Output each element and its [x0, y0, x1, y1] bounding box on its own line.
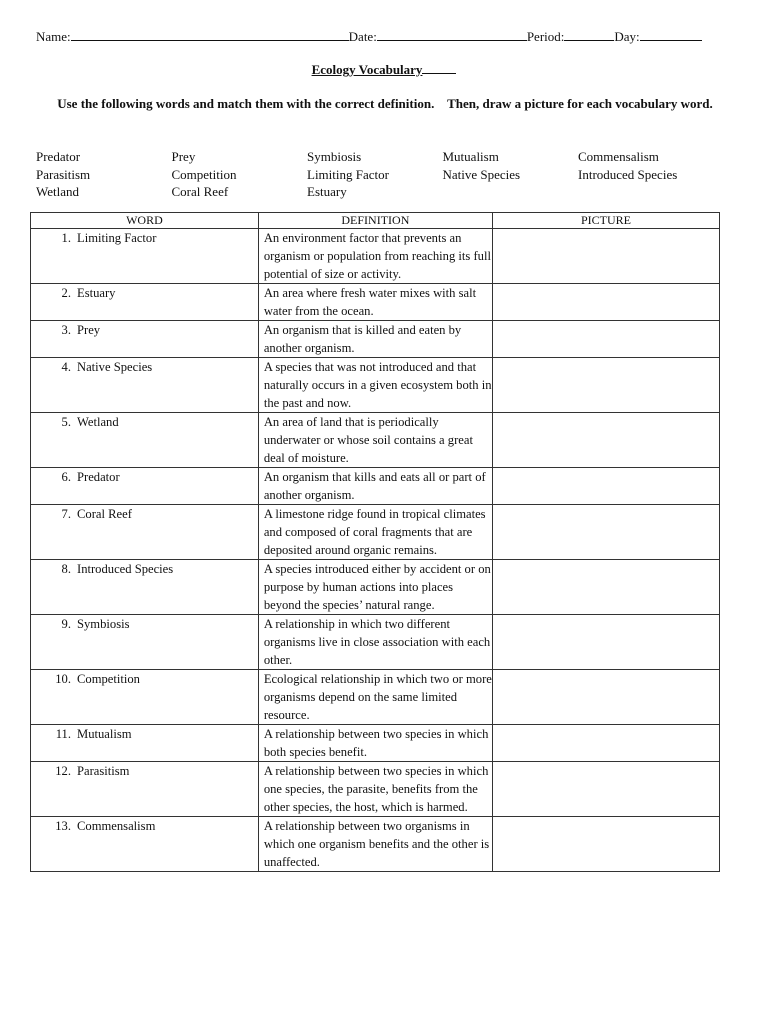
word-cell — [31, 560, 259, 615]
table-row — [31, 505, 720, 560]
table-row — [31, 468, 720, 505]
word-cell — [31, 505, 259, 560]
row-number: 4. — [61, 360, 71, 374]
word-bank-item: Limiting Factor — [307, 166, 389, 182]
student-info-line — [36, 28, 716, 45]
instructions: Use the following words and match them with the correct definition. Then, draw a picture for each vocabulary word. — [57, 96, 713, 111]
word-cell — [31, 229, 259, 284]
vocab-word: Introduced Species — [77, 562, 174, 576]
picture-cell[interactable] — [492, 229, 719, 284]
word-bank-item: Coral Reef — [171, 184, 229, 199]
table-row — [31, 358, 720, 413]
word-cell — [31, 321, 259, 358]
table-row — [31, 817, 720, 872]
page-title — [0, 61, 768, 78]
definition-cell: A relationship between two species in which one species, the parasite, benefits from the other species, the host, which is harmed. — [258, 762, 492, 817]
word-bank-item: Native Species — [442, 166, 521, 182]
row-number: 10. — [55, 672, 71, 686]
word-cell — [31, 762, 259, 817]
picture-cell[interactable] — [492, 505, 719, 560]
row-number: 12. — [55, 764, 71, 778]
day-label: Day: — [614, 29, 640, 44]
row-number: 7. — [61, 507, 71, 521]
picture-cell[interactable] — [492, 725, 719, 762]
word-cell — [31, 358, 259, 413]
definition-cell: A species introduced either by accident or on purpose by human actions into places beyond the species’ natural range. — [258, 560, 492, 615]
table-row — [31, 413, 720, 468]
word-cell — [31, 615, 259, 670]
definition-cell: A relationship in which two different organisms live in close association with each other. — [258, 615, 492, 670]
vocab-word: Predator — [77, 470, 120, 484]
word-bank-item: Commensalism — [578, 149, 659, 164]
table-row — [31, 615, 720, 670]
word-cell — [31, 725, 259, 762]
word-bank-item: Competition — [171, 166, 237, 182]
definition-cell: An organism that is killed and eaten by another organism. — [258, 321, 492, 358]
word-bank-item: Wetland — [36, 184, 79, 199]
word-cell — [31, 817, 259, 872]
table-row — [31, 762, 720, 817]
word-bank — [36, 148, 736, 201]
name-blank[interactable] — [71, 28, 349, 41]
word-cell — [31, 468, 259, 505]
word-bank-item — [443, 183, 579, 201]
row-number: 5. — [61, 415, 71, 429]
definition-cell: An organism that kills and eats all or part of another organism. — [258, 468, 492, 505]
word-bank-item — [578, 183, 714, 201]
period-blank[interactable] — [564, 28, 614, 41]
row-number: 1. — [61, 231, 71, 245]
date-label: Date: — [348, 29, 377, 44]
word-bank-row — [36, 148, 736, 166]
definition-cell: An area where fresh water mixes with salt water from the ocean. — [258, 284, 492, 321]
definition-cell: Ecological relationship in which two or more organisms depend on the same limited resource. — [258, 670, 492, 725]
vocab-word: Coral Reef — [77, 507, 132, 521]
vocab-word: Commensalism — [77, 819, 156, 833]
word-bank-row — [36, 166, 736, 184]
row-number: 11. — [55, 727, 71, 741]
header-picture: PICTURE — [492, 213, 719, 229]
picture-cell[interactable] — [492, 560, 719, 615]
word-bank-item: Parasitism — [36, 166, 91, 182]
row-number: 9. — [61, 617, 71, 631]
word-bank-item: Introduced Species — [578, 166, 678, 182]
table-row — [31, 725, 720, 762]
definition-cell: A species that was not introduced and that naturally occurs in a given ecosystem both in the past and now. — [258, 358, 492, 413]
name-label: Name: — [36, 29, 71, 44]
word-bank-item: Predator — [36, 149, 81, 164]
definition-cell: A limestone ridge found in tropical climates and composed of coral fragments that are deposited around organic remains. — [258, 505, 492, 560]
definition-cell: An area of land that is periodically underwater or whose soil contains a great deal of moisture. — [258, 413, 492, 468]
picture-cell[interactable] — [492, 817, 719, 872]
word-bank-item: Estuary — [307, 184, 347, 199]
day-blank[interactable] — [640, 28, 702, 41]
period-label: Period: — [526, 29, 565, 44]
row-number: 3. — [61, 323, 71, 337]
vocab-word: Prey — [77, 323, 101, 337]
picture-cell[interactable] — [492, 413, 719, 468]
row-number: 8. — [61, 562, 71, 576]
row-number: 2. — [61, 286, 71, 300]
vocab-word: Parasitism — [77, 764, 130, 778]
vocab-word: Wetland — [77, 415, 119, 429]
vocabulary-table — [30, 212, 720, 872]
table-row — [31, 321, 720, 358]
title-text: Ecology Vocabulary — [311, 62, 423, 77]
word-cell — [31, 284, 259, 321]
row-number: 13. — [55, 819, 71, 833]
word-cell — [31, 670, 259, 725]
definition-cell: A relationship between two species in which both species benefit. — [258, 725, 492, 762]
word-cell — [31, 413, 259, 468]
picture-cell[interactable] — [492, 468, 719, 505]
vocab-word: Limiting Factor — [77, 231, 157, 245]
vocab-word: Symbiosis — [77, 617, 130, 631]
definition-cell: An environment factor that prevents an organism or population from reaching its full potential of size or activity. — [258, 229, 492, 284]
vocab-word: Estuary — [77, 286, 116, 300]
picture-cell[interactable] — [492, 284, 719, 321]
vocab-word: Competition — [77, 672, 140, 686]
table-row — [31, 229, 720, 284]
vocab-word: Native Species — [77, 360, 153, 374]
word-bank-item: Mutualism — [442, 149, 499, 164]
word-bank-item: Prey — [171, 149, 196, 164]
date-blank[interactable] — [377, 28, 527, 41]
word-bank-item: Symbiosis — [307, 149, 362, 164]
header-word: WORD — [31, 213, 259, 229]
table-row — [31, 560, 720, 615]
definition-cell: A relationship between two organisms in which one organism benefits and the other is unaffected. — [258, 817, 492, 872]
picture-cell[interactable] — [492, 358, 719, 413]
picture-cell[interactable] — [492, 321, 719, 358]
picture-cell[interactable] — [492, 670, 719, 725]
word-bank-row — [36, 183, 736, 201]
table-header-row — [31, 213, 720, 229]
picture-cell[interactable] — [492, 615, 719, 670]
row-number: 6. — [61, 470, 71, 484]
header-definition: DEFINITION — [258, 213, 492, 229]
picture-cell[interactable] — [492, 762, 719, 817]
table-row — [31, 284, 720, 321]
title-underline — [422, 61, 456, 74]
vocab-word: Mutualism — [77, 727, 132, 741]
table-row — [31, 670, 720, 725]
